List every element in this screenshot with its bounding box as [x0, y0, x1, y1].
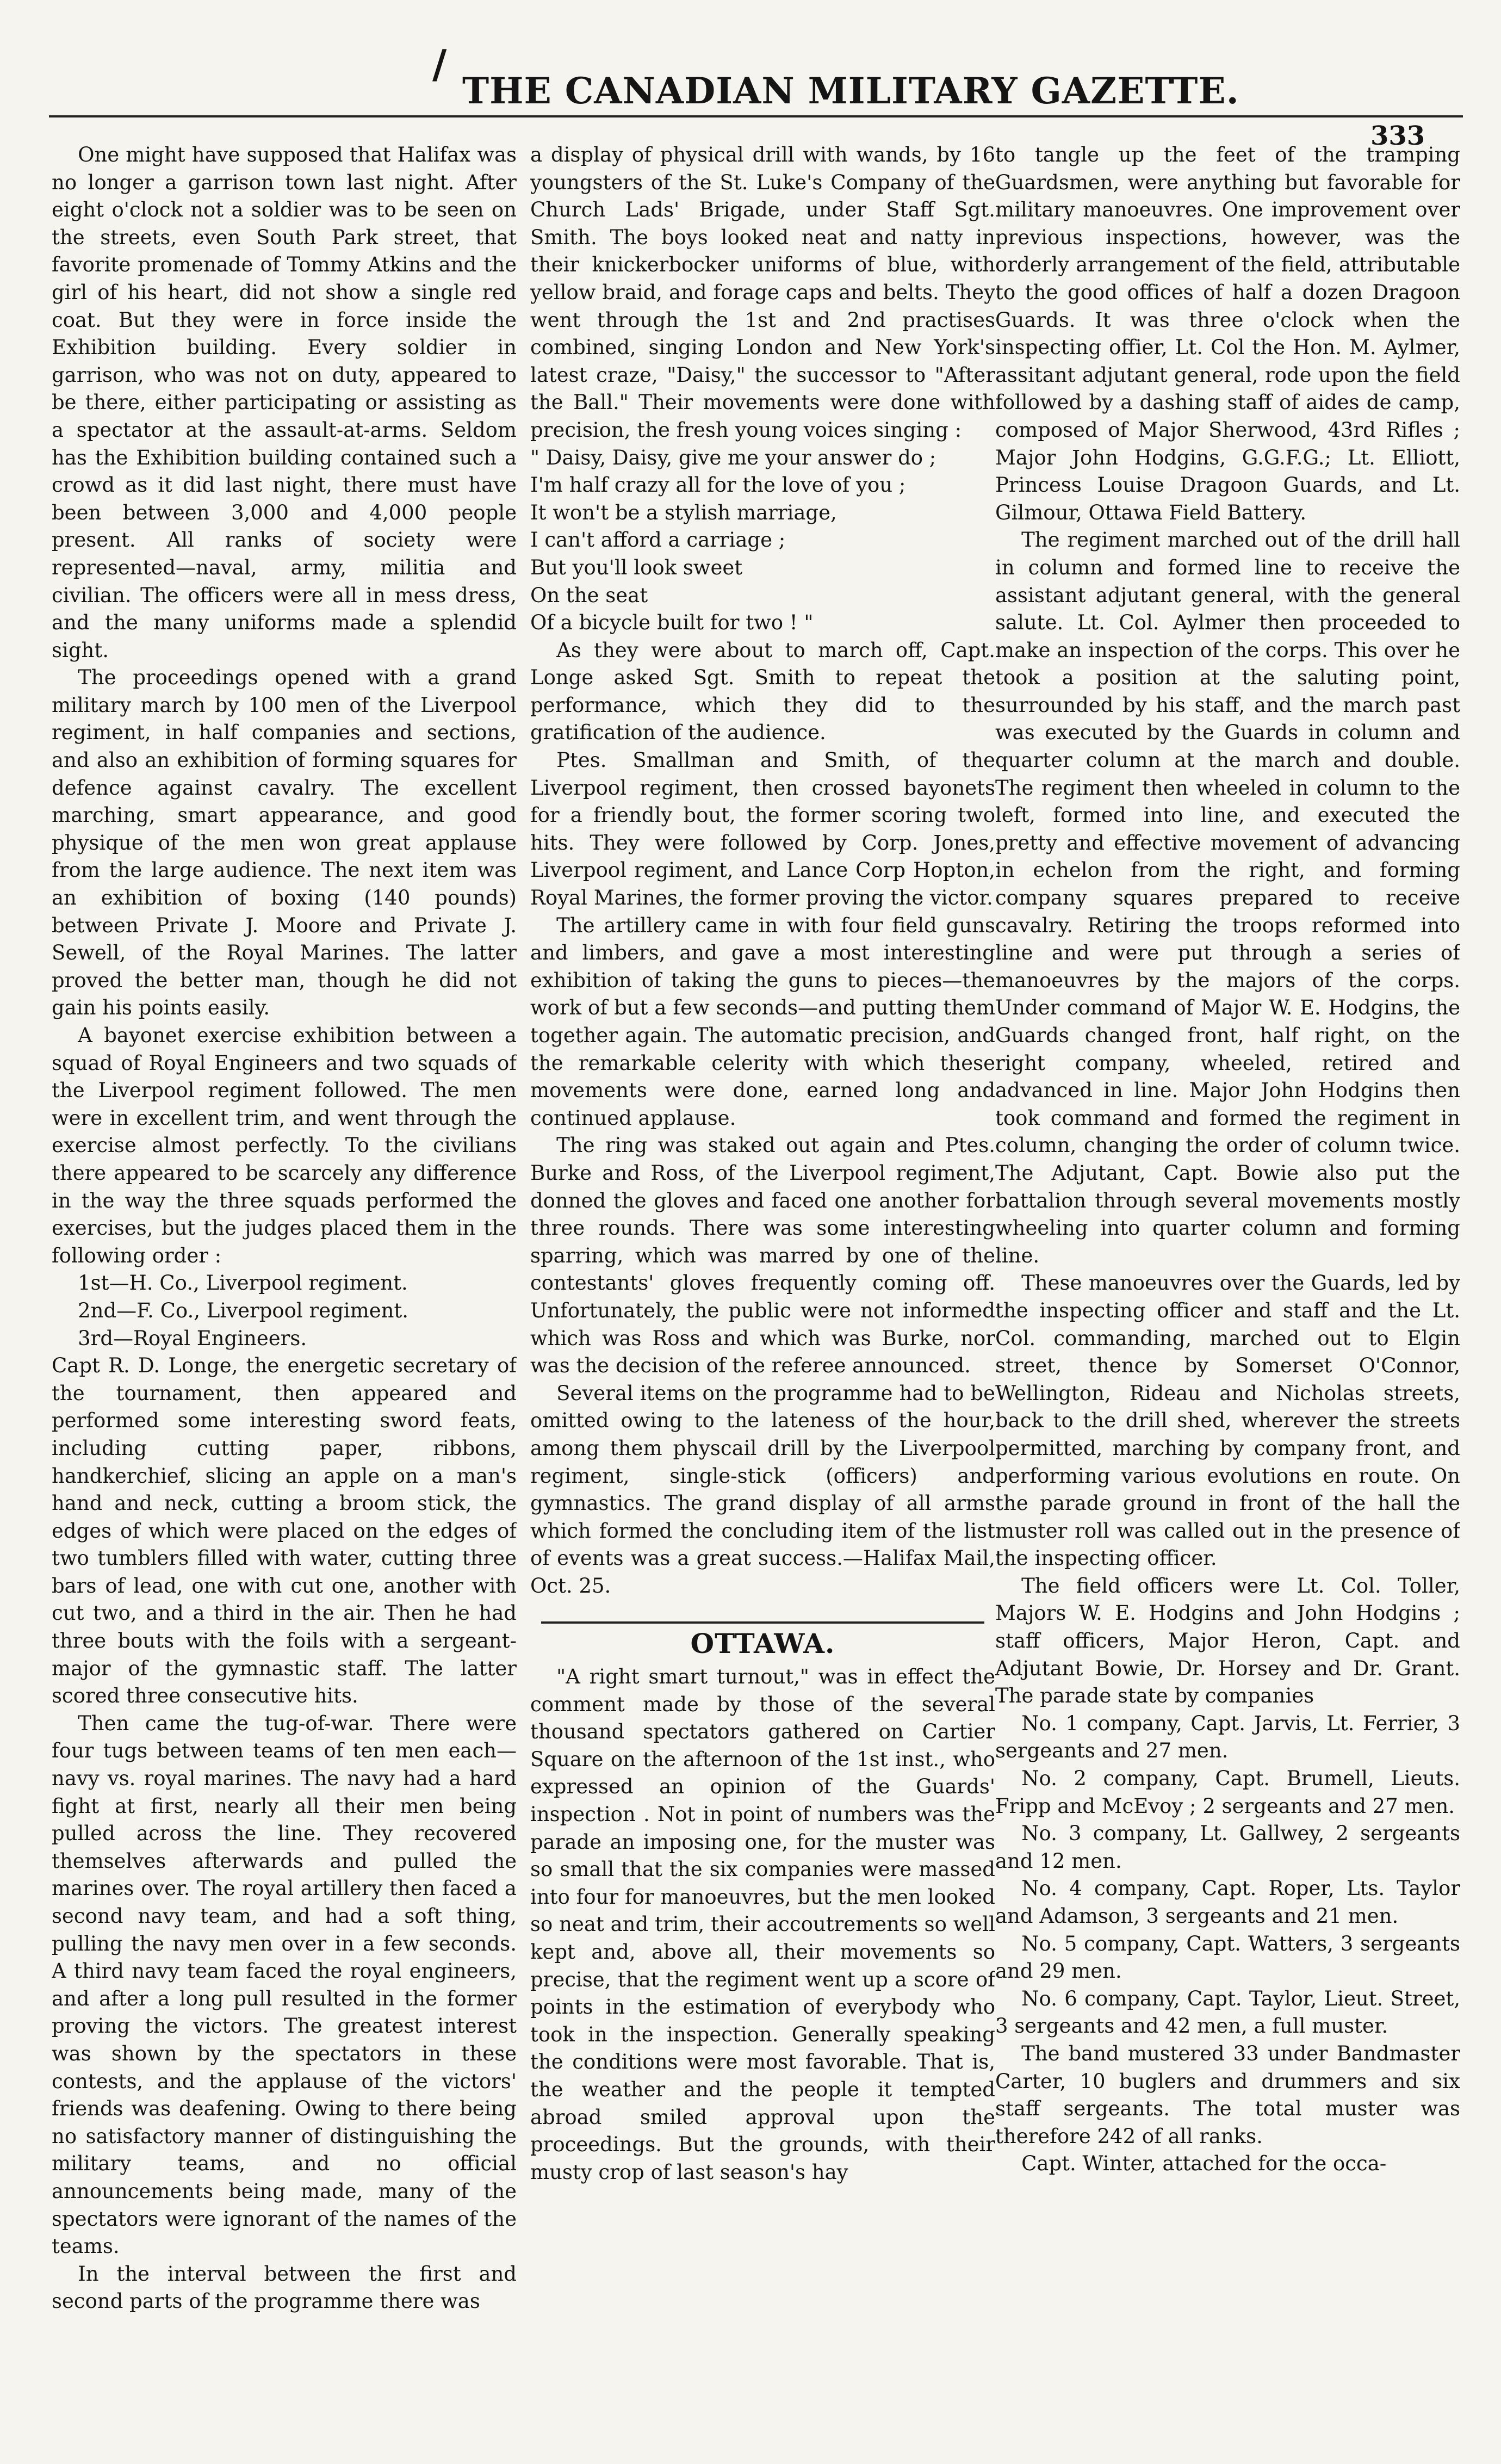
verse-line: I'm half crazy all for the love of you ; — [530, 473, 906, 497]
list-item: 2nd—F. Co., Liverpool regiment. — [78, 1298, 409, 1322]
paragraph: One might have supposed that Halifax was no longer a garrison town last night. After eight o'clock not a soldier was to be seen on the streets, even South Park street, that favorite promenade of Tommy Atkins and the girl of his heart, did not show a single red coat. But they were in force inside the Exhibition building. Every soldier in garrison, who was not on duty, appeared to be there, either participating or assisting as a spectator at the assault-at-arms. Seldom has the Exhibition building contained such a crowd as it did last night, there must have been between 3,000 and 4,000 people present. All ranks of society were represented—naval, army, militia and civilian. The officers were all in mess dress, and the many uniforms made a splendid sight. — [52, 143, 517, 662]
page-header — [0, 0, 1501, 151]
paragraph: Capt. Winter, attached for the occa- — [1021, 2152, 1387, 2176]
paragraph: The proceedings opened with a grand military march by 100 men of the Liverpool regiment, in half companies and sections, and also an exhibition of forming squares for defence against cavalry. The excellent marching, smart appearance, and good physique of the men won great applause from the large audience. The next item was an exhibition of boxing (140 pounds) between Private J. Moore and Private J. Sewell, of the Royal Marines. The latter proved the better man, though he did not gain his points easily. — [52, 666, 517, 1020]
column-1 — [52, 141, 517, 2426]
margin-mark: / — [432, 41, 447, 87]
paragraph: The field officers were Lt. Col. Toller, Majors W. E. Hodgins and John Hodgins ; staff officers, Major Heron, Capt. and Adjutant Bowie, Dr. Horsey and Dr. Grant. The parade state by companies — [995, 1574, 1460, 1708]
paragraph: The ring was staked out again and Ptes. Burke and Ross, of the Liverpool regiment, donned the gloves and faced one another for three rounds. There was some interesting sparring, which was marred by one of the contestants' gloves frequently coming off. Unfortunately, the public were not informed which was Ross and which was Burke, nor was the decision of the referee announced. — [530, 1134, 995, 1378]
page-number: 333 — [1370, 121, 1425, 151]
masthead-title: THE CANADIAN MILITARY GAZETTE. — [462, 70, 1239, 112]
list-item: No. 4 company, Capt. Roper, Lts. Taylor and Adamson, 3 sergeants and 21 men. — [995, 1877, 1460, 1928]
paragraph: The regiment marched out of the drill hall in column and formed line to receive the assistant adjutant general, with the general salute. Lt. Col. Aylmer then proceeded to make an inspection of the corps. This over he took a position at the saluting point, surrounded by his staff, and the march past was executed by the Guards in column and quarter column at the march and double. The regiment then wheeled in column to the left, formed into line, and executed the pretty and effective movement of advancing in echelon from the right, and forming company squares prepared to receive cavalry. Retiring the troops reformed into line and were put through a series of manoeuvres by the majors of the corps. Under command of Major W. E. Hodgins, the Guards changed front, half right, on the right company, wheeled, retired and advanced in line. Major John Hodgins then took command and formed the regiment in column, changing the order of column twice. The Adjutant, Capt. Bowie also put the battalion through several movements mostly wheeling into quarter column and forming line. — [995, 528, 1460, 1267]
list-item: No. 2 company, Capt. Brumell, Lieuts. Fripp and McEvoy ; 2 sergeants and 27 men. — [995, 1767, 1460, 1818]
paragraph: In the interval between the first and second parts of the programme there was — [52, 2262, 517, 2313]
section-heading: OTTAWA. — [690, 1627, 835, 1660]
paragraph: Ptes. Smallman and Smith, of the Liverpool regiment, then crossed bayonets for a friendly bout, the former scoring two hits. They were followed by Corp. Jones, Liverpool regiment, and Lance Corp Hopton, Royal Marines, the former proving the victor. — [530, 748, 995, 910]
header-rule — [49, 115, 1463, 117]
verse-line: It won't be a stylish marriage, — [530, 500, 837, 524]
list-item: No. 6 company, Capt. Taylor, Lieut. Street, 3 sergeants and 42 men, a full muster. — [995, 1986, 1460, 2038]
list-item: 1st—H. Co., Liverpool regiment. — [78, 1271, 408, 1295]
paragraph: a display of physical drill with wands, by 16 youngsters of the St. Luke's Company of the Church Lads' Brigade, under Staff Sgt. Smith. The boys looked neat and natty in their knickerbocker uniforms of blue, with yellow braid, and forage caps and belts. They went through the 1st and 2nd practises combined, singing London and New York's latest craze, "Daisy," the successor to "After the Ball." Their movements were done with precision, the fresh young voices singing : — [530, 143, 995, 442]
verse-line: On the seat — [530, 583, 648, 607]
verse-line: " Daisy, Daisy, give me your answer do ; — [530, 445, 936, 469]
list-item: No. 3 company, Lt. Gallwey, 2 sergeants and 12 men. — [995, 1822, 1460, 1873]
paragraph: Then came the tug-of-war. There were four tugs between teams of ten men each—navy vs. royal marines. The navy had a hard fight at first, nearly all their men being pulled across the line. They recovered themselves afterwards and pulled the marines over. The royal artillery then faced a second navy team, and had a soft thing, pulling the navy men over in a few seconds. A third navy team faced the royal engineers, and after a long pull resulted in the former proving the victors. The greatest interest was shown by the spectators in these contests, and the applause of the victors' friends was deafening. Owing to there being no satisfactory manner of distinguishing the military teams, and no official announcements being made, many of the spectators were ignorant of the names of the teams. — [52, 1711, 517, 2258]
verse-line: I can't afford a carriage ; — [530, 528, 786, 552]
paragraph: "A right smart turnout," was in effect the comment made by those of the several thousand spectators gathered on Cartier Square on the afternoon of the 1st inst., who expressed an opinion of the Guards' inspection . Not in point of numbers was the parade an imposing one, for the muster was so small that the six companies were massed into four for manoeuvres, but the men looked so neat and trim, their accoutrements so well kept and, above all, their movements so precise, that the regiment went up a score of points in the estimation of everybody who took in the inspection. Generally speaking the conditions were most favorable. That is, the weather and the people it tempted abroad smiled approval upon the proceedings. But the grounds, with their musty crop of last season's hay — [530, 1665, 995, 2184]
verse-line: But you'll look sweet — [530, 555, 743, 579]
paragraph: A bayonet exercise exhibition between a squad of Royal Engineers and two squads of the Liverpool regiment followed. The men were in excellent trim, and went through the exercise almost perfectly. To the civilians there appeared to be scarcely any difference in the way the three squads performed the exercises, but the judges placed them in the following order : — [52, 1024, 517, 1267]
paragraph: The artillery came in with four field guns and limbers, and gave a most interesting exhibition of taking the guns to pieces—the work of but a few seconds—and putting them together again. The automatic precision, and the remarkable celerity with which these movements were done, earned long and continued applause. — [530, 913, 995, 1130]
paragraph: Capt R. D. Longe, the energetic secretary of the tournament, then appeared and performed some interesting sword feats, including cutting paper, ribbons, handkerchief, slicing an apple on a man's hand and neck, cutting a broom stick, the edges of which were placed on the edges of two tumblers filled with water, cutting three bars of lead, one with cut one, another with cut two, and a third in the air. Then he had three bouts with the foils with a sergeant-major of the gymnastic staff. The latter scored three consecutive hits. — [52, 1354, 517, 1708]
paragraph: to tangle up the feet of the tramping Guardsmen, were anything but favorable for military manoeuvres. One improvement over previous inspections, however, was the orderly arrangement of the field, attributable to the good offices of half a dozen Dragoon Guards. It was three o'clock when the inspecting offier, Lt. Col the Hon. M. Aylmer, assitant adjutant general, rode upon the field followed by a dashing staff of aides de camp, composed of Major Sherwood, 43rd Rifles ; Major John Hodgins, G.G.F.G.; Lt. Elliott, Princess Louise Dragoon Guards, and Lt. Gilmour, Ottawa Field Battery. — [995, 143, 1460, 524]
list-item: 3rd—Royal Engineers. — [78, 1326, 307, 1350]
list-item: No. 5 company, Capt. Watters, 3 sergeants and 29 men. — [995, 1931, 1460, 1983]
section-divider — [541, 1621, 984, 1624]
paragraph: Several items on the programme had to be omitted owing to the lateness of the hour, among them physcail drill by the Liverpool regiment, single-stick (officers) and gymnastics. The grand display of all arms which formed the concluding item of the list of events was a great success.—Halifax Mail, Oct. 25. — [530, 1381, 995, 1598]
column-2 — [530, 141, 995, 2426]
song-verse — [530, 444, 995, 637]
column-3 — [995, 141, 1460, 2426]
paragraph: These manoeuvres over the Guards, led by the inspecting officer and staff and the Lt. Col. commanding, marched out to Elgin street, thence by Somerset O'Connor, Wellington, Rideau and Nicholas streets, back to the drill shed, wherever the streets permitted, marching by company front, and performing various evolutions en route. On the parade ground in front of the hall the muster roll was called out in the presence of the inspecting officer. — [995, 1271, 1460, 1570]
paragraph: The band mustered 33 under Bandmaster Carter, 10 buglers and drummers and six staff sergeants. The total muster was therefore 242 of all ranks. — [995, 2041, 1460, 2148]
list-item: No. 1 company, Capt. Jarvis, Lt. Ferrier, 3 sergeants and 27 men. — [995, 1711, 1460, 1763]
verse-line: Of a bicycle built for two ! " — [530, 611, 814, 635]
paragraph: As they were about to march off, Capt. Longe asked Sgt. Smith to repeat the performance, which they did to the gratification of the audience. — [530, 638, 995, 745]
judges-order-list — [52, 1270, 517, 1352]
